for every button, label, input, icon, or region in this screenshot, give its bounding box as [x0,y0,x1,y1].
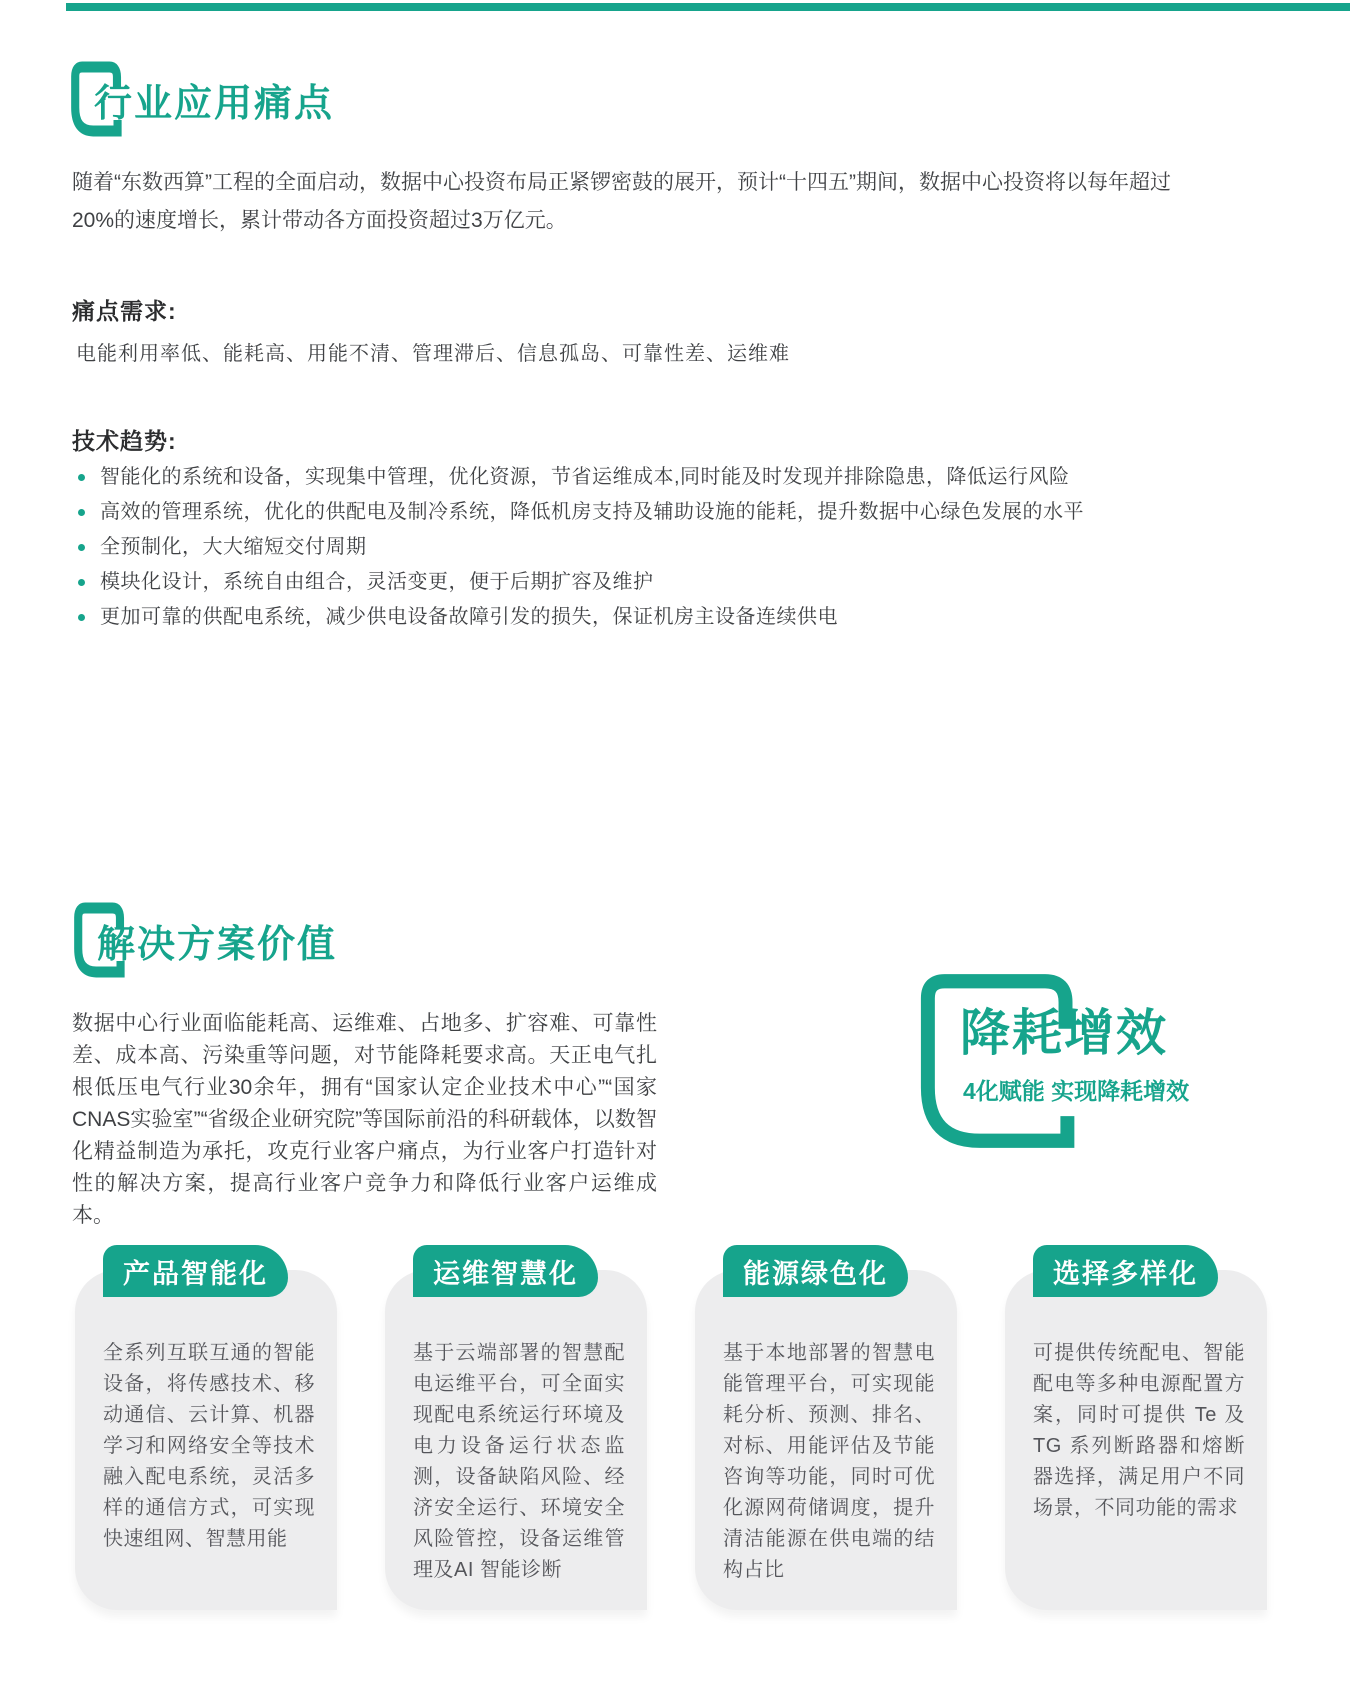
trend-item: 高效的管理系统，优化的供配电及制冷系统，降低机房支持及辅助设施的能耗，提升数据中心绿色发展的水平 [74,495,1084,530]
card-body [75,1270,337,1610]
pain-demand-text: 电能利用率低、能耗高、用能不清、管理滞后、信息孤岛、可靠性差、运维难 [76,343,790,365]
card-text: 基于本地部署的智慧电能管理平台，可实现能耗分析、预测、排名、对标、用能评估及节能咨询等功能，同时可优化源网荷储调度，提升清洁能源在供电端的结构占比 [723,1342,935,1581]
trend-item: 全预制化，大大缩短交付周期 [74,530,1084,565]
value-card-operation [385,1245,647,1610]
value-card-product [75,1245,337,1610]
value-card-energy [695,1245,957,1610]
section2-header [73,901,493,991]
trend-item: 更加可靠的供配电系统，减少供电设备故障引发的损失，保证机房主设备连续供电 [74,600,1084,635]
trend-item: 模块化设计，系统自由组合，灵活变更，便于后期扩容及维护 [74,565,1084,600]
section1-header [70,60,490,150]
trend-item: 智能化的系统和设备，实现集中管理，优化资源，节省运维成本,同时能及时发现并排除隐患，降低运行风险 [74,460,1084,495]
tech-trend-list [74,460,1084,635]
tech-trend-label: 技术趋势: [72,428,177,454]
card-text: 全系列互联互通的智能设备，将传感技术、移动通信、云计算、机器学习和网络安全等技术融入配电系统，灵活多样的通信方式，可实现快速组网、智慧用能 [103,1342,315,1550]
pain-demand-label: 痛点需求: [72,298,177,324]
card-body [695,1270,957,1610]
card-text: 基于云端部署的智慧配电运维平台，可全面实现配电系统运行环境及电力设备运行状态监测，设备缺陷风险、经济安全运行、环境安全风险管控，设备运维管理及AI 智能诊断 [413,1342,625,1581]
section1-intro: 随着“东数西算”工程的全面启动，数据中心投资布局正紧锣密鼓的展开，预计“十四五”期间，数据中心投资将以每年超过20%的速度增长，累计带动各方面投资超过3万亿元。 [72,171,1171,232]
card-title: 选择多样化 [1033,1245,1218,1297]
card-text: 可提供传统配电、智能配电等多种电源配置方案，同时可提供 Te 及 TG 系列断路器和熔断器选择，满足用户不同场景，不同功能的需求 [1033,1342,1245,1519]
benefit-badge [913,966,1243,1161]
value-card-choice [1005,1245,1267,1610]
card-body [1005,1270,1267,1610]
card-body [385,1270,647,1610]
card-title: 能源绿色化 [723,1245,908,1297]
top-accent-bar [66,3,1350,11]
card-title: 运维智慧化 [413,1245,598,1297]
section2-intro: 数据中心行业面临能耗高、运维难、占地多、扩容难、可靠性差、成本高、污染重等问题，对节能降耗要求高。天正电气扎根低压电气行业30余年，拥有“国家认定企业技术中心”“国家CNAS实验室”“省级企业研究院”等国际前沿的科研载体，以数智化精益制造为承托，攻克行业客户痛点，为行业客户打造针对性的解决方案，提高行业客户竞争力和降低行业客户运维成本。 [72,1012,657,1227]
quote-bracket-icon-large [913,966,1099,1156]
section2-title: 解决方案价值 [97,924,338,966]
badge-title: 降耗增效 [960,1005,1168,1061]
badge-subtitle: 4化赋能 实现降耗增效 [963,1078,1190,1104]
section1-title: 行业应用痛点 [94,83,335,125]
card-title: 产品智能化 [103,1245,288,1297]
